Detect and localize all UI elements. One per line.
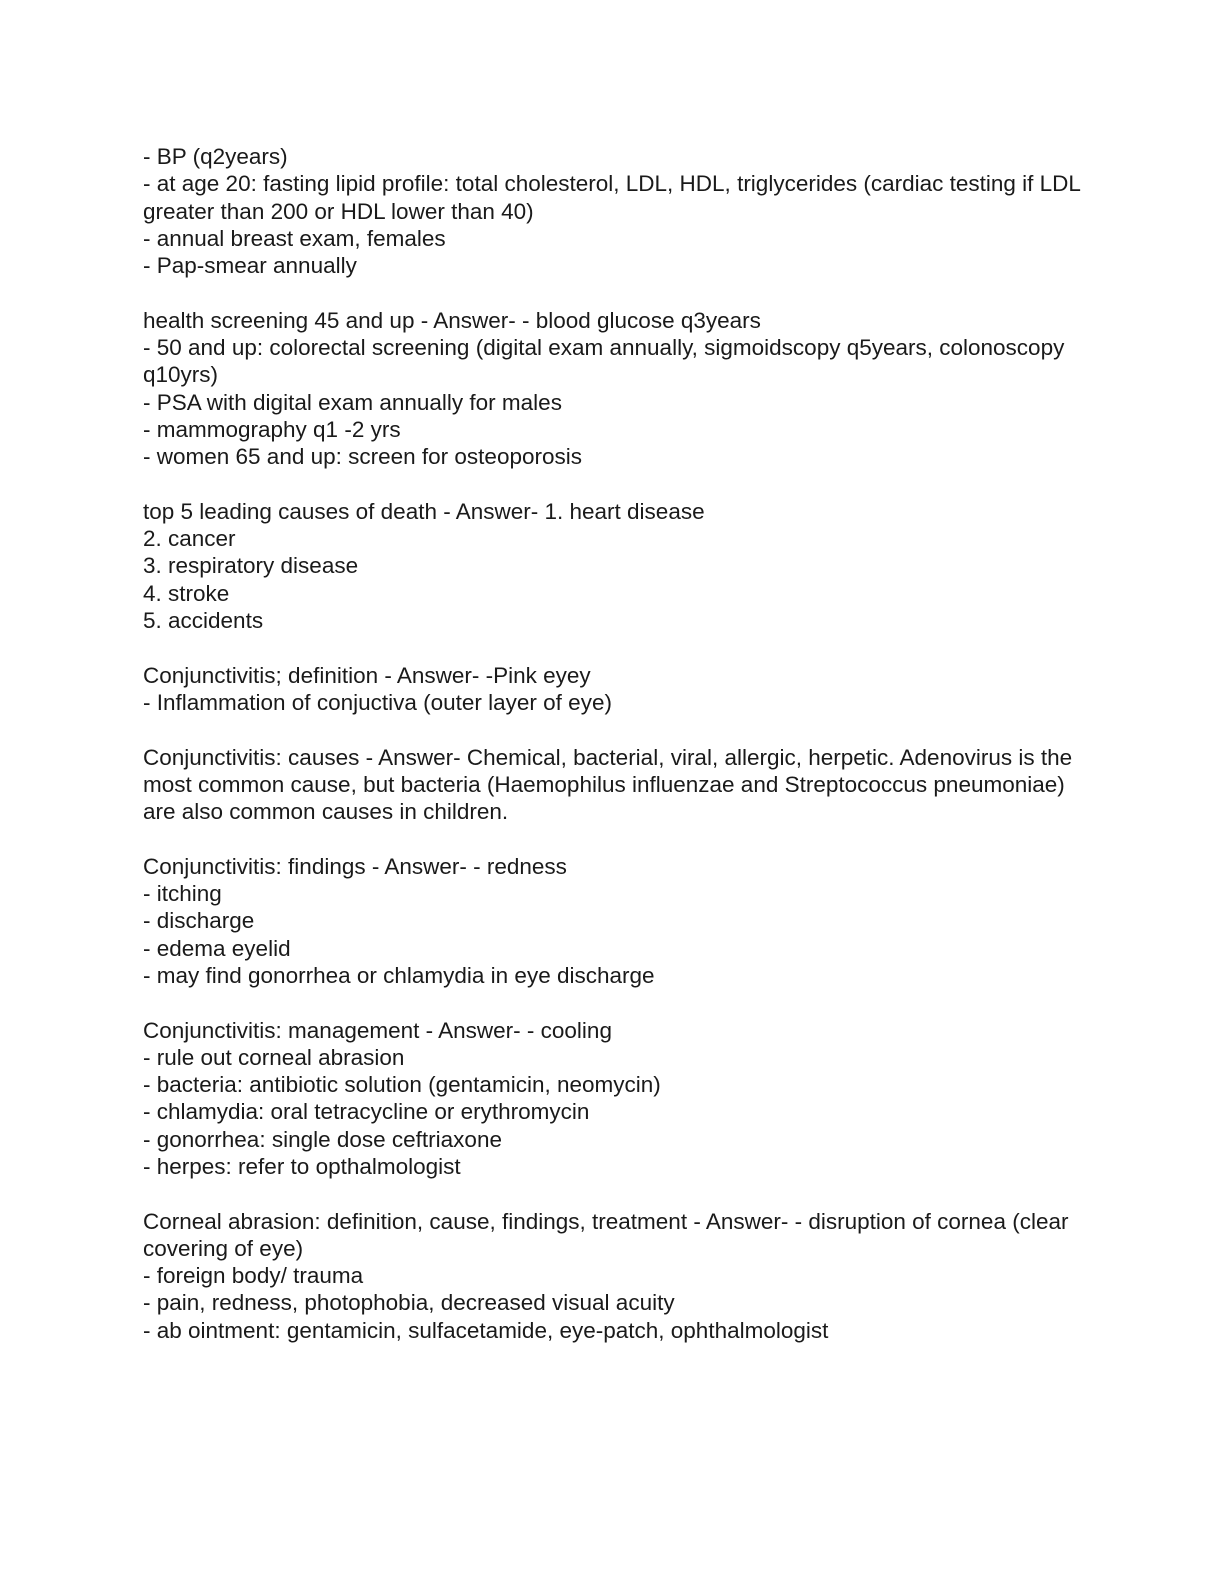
text-line: top 5 leading causes of death - Answer- 1. heart disease	[143, 498, 705, 524]
text-line: - pain, redness, photophobia, decreased visual acuity	[143, 1290, 675, 1316]
text-line: - Pap-smear annually	[143, 253, 357, 279]
note-block-corneal-abrasion	[143, 1208, 1083, 1344]
text-line: 4. stroke	[143, 580, 230, 606]
note-block-conjunctivitis-definition	[143, 662, 1083, 717]
text-line: - Inflammation of conjuctiva (outer layer of eye)	[143, 689, 612, 715]
note-block-causes-of-death	[143, 498, 1083, 634]
text-line: - foreign body/ trauma	[143, 1263, 364, 1289]
text-line: - BP (q2years)	[143, 144, 288, 169]
document-page	[143, 143, 1083, 1371]
text-line: 3. respiratory disease	[143, 553, 359, 579]
text-line: - chlamydia: oral tetracycline or erythromycin	[143, 1099, 590, 1125]
text-line: - annual breast exam, females	[143, 225, 446, 251]
text-line: Conjunctivitis: management - Answer- - cooling	[143, 1017, 612, 1043]
note-block-screening-young	[143, 143, 1083, 279]
text-line: health screening 45 and up - Answer- - blood glucose q3years	[143, 307, 761, 333]
note-block-conjunctivitis-management	[143, 1017, 1083, 1181]
note-block-screening-45	[143, 307, 1083, 471]
text-line: - women 65 and up: screen for osteoporosis	[143, 444, 582, 470]
text-line: - 50 and up: colorectal screening (digital exam annually, sigmoidscopy q5years, colonoscopy q10yrs)	[143, 335, 1065, 388]
note-block-conjunctivitis-causes	[143, 744, 1083, 826]
text-line: Conjunctivitis: findings - Answer- - redness	[143, 853, 567, 879]
text-line: - itching	[143, 881, 222, 907]
note-block-conjunctivitis-findings	[143, 853, 1083, 989]
text-line: - at age 20: fasting lipid profile: total cholesterol, LDL, HDL, triglycerides (cardiac testing if LDL greater than 200 or HDL lower than 40)	[143, 171, 1081, 224]
text-line: - ab ointment: gentamicin, sulfacetamide, eye-patch, ophthalmologist	[143, 1317, 829, 1343]
text-line: - mammography q1 -2 yrs	[143, 416, 401, 442]
text-line: - edema eyelid	[143, 935, 291, 961]
text-line: - bacteria: antibiotic solution (gentamicin, neomycin)	[143, 1072, 661, 1098]
text-line: - herpes: refer to opthalmologist	[143, 1153, 461, 1179]
text-line: Conjunctivitis: causes - Answer- Chemical, bacterial, viral, allergic, herpetic. Adenovirus is the most common cause, but bacteria (Haemophilus influenzae and Streptococcus pneumoniae) are also common causes in children.	[143, 744, 1073, 825]
text-line: 5. accidents	[143, 608, 264, 634]
text-line: - gonorrhea: single dose ceftriaxone	[143, 1126, 502, 1152]
text-line: 2. cancer	[143, 526, 236, 552]
text-line: Corneal abrasion: definition, cause, findings, treatment - Answer- - disruption of cornea (clear covering of eye)	[143, 1208, 1069, 1261]
text-line: - may find gonorrhea or chlamydia in eye discharge	[143, 962, 655, 988]
text-line: - discharge	[143, 908, 255, 934]
text-line: - rule out corneal abrasion	[143, 1044, 405, 1070]
text-line: Conjunctivitis; definition - Answer- -Pink eyey	[143, 662, 591, 688]
text-line: - PSA with digital exam annually for males	[143, 389, 562, 415]
